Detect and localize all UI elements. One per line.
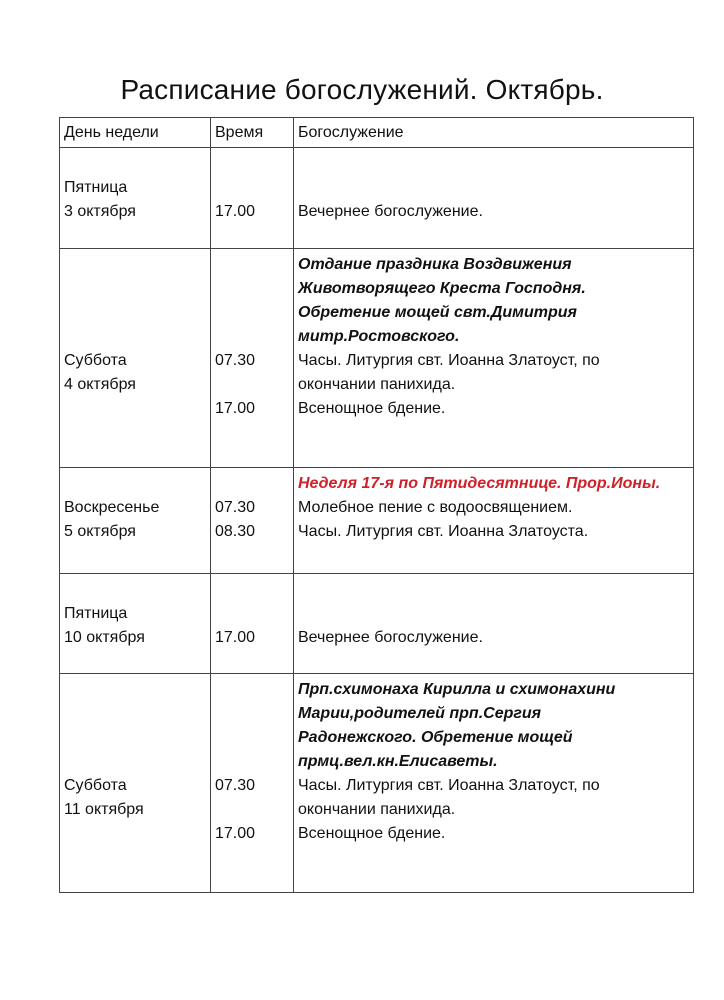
day-cell [60,249,211,468]
service-cell-line: Часы. Литургия свт. Иоанна Златоуст, по [298,352,600,369]
time-cell-line [215,325,289,349]
service-cell-line: Молебное пение с водоосвящением. [298,499,573,516]
time-cell [211,674,294,893]
service-cell-line: окончании панихида. [298,801,456,818]
table-body [60,148,694,893]
table-row [60,674,694,893]
time-cell-line [215,253,289,277]
service-cell-line: Неделя 17-я по Пятидесятнице. Прор.Ионы. [298,475,661,492]
service-cell [294,468,694,574]
day-cell [60,468,211,574]
day-cell-line [64,472,206,496]
table-row [60,148,694,249]
day-cell-line [64,277,206,301]
time-cell-line: 08.30 [215,523,256,540]
time-cell-line [215,678,289,702]
table-row [60,468,694,574]
time-cell-line [215,798,289,822]
service-cell-line: Марии,родителей прп.Сергия [298,705,542,722]
time-cell-line [215,152,289,176]
service-cell-line: Отдание праздника Воздвижения [298,256,572,273]
service-cell-line [298,176,689,200]
service-cell-line: окончании панихида. [298,376,456,393]
day-cell-line [64,750,206,774]
time-cell-line [215,472,289,496]
service-cell [294,674,694,893]
service-cell [294,574,694,674]
day-cell-line: Суббота [64,777,127,794]
day-cell-line [64,253,206,277]
service-cell-line: Радонежского. Обретение мощей [298,729,573,746]
time-cell-line [215,373,289,397]
day-cell-line: Суббота [64,352,127,369]
day-cell-line: Пятница [64,179,128,196]
day-cell-line [64,702,206,726]
service-cell-line: Животворящего Креста Господня. [298,280,586,297]
service-cell-line: Всенощное бдение. [298,400,446,417]
table-header-row [60,118,694,148]
service-cell-line: Часы. Литургия свт. Иоанна Златоуст, по [298,777,600,794]
service-cell [294,249,694,468]
service-cell-line [298,578,689,602]
time-cell [211,468,294,574]
page-title: Расписание богослужений. Октябрь. [120,74,604,105]
header-day: День недели [60,118,211,148]
time-cell-line: 17.00 [215,203,256,220]
day-cell-line: Воскресенье [64,499,160,516]
time-cell-line [215,277,289,301]
service-cell-line: прмц.вел.кн.Елисаветы. [298,753,498,770]
day-cell [60,674,211,893]
day-cell-line [64,726,206,750]
header-time: Время [211,118,294,148]
service-cell-line: Обретение мощей свт.Димитрия [298,304,577,321]
time-cell-line: 17.00 [215,400,256,417]
day-cell-line: Пятница [64,605,128,622]
day-cell-line [64,325,206,349]
time-cell-line: 17.00 [215,825,256,842]
day-cell [60,148,211,249]
time-cell-line [215,702,289,726]
table-row [60,574,694,674]
time-cell-line: 17.00 [215,629,256,646]
day-cell-line [64,152,206,176]
time-cell-line [215,750,289,774]
time-cell-line: 07.30 [215,352,256,369]
time-cell [211,574,294,674]
time-cell [211,148,294,249]
day-cell [60,574,211,674]
service-cell-line: Часы. Литургия свт. Иоанна Златоуста. [298,523,589,540]
table-row [60,249,694,468]
day-cell-line: 4 октября [64,376,136,393]
day-cell-line: 11 октября [64,801,144,818]
schedule-table [59,117,694,893]
service-cell-line: Вечернее богослужение. [298,203,483,220]
time-cell-line [215,602,289,626]
day-cell-line [64,301,206,325]
service-cell-line: Вечернее богослужение. [298,629,483,646]
header-service: Богослужение [294,118,694,148]
day-cell-line [64,578,206,602]
time-cell-line: 07.30 [215,499,256,516]
time-cell [211,249,294,468]
day-cell-line: 5 октября [64,523,136,540]
time-cell-line [215,578,289,602]
service-cell-line [298,152,689,176]
time-cell-line: 07.30 [215,777,256,794]
service-cell-line: Прп.схимонаха Кирилла и схимонахини [298,681,616,698]
day-cell-line: 3 октября [64,203,136,220]
time-cell-line [215,176,289,200]
service-cell-line [298,602,689,626]
day-cell-line [64,678,206,702]
time-cell-line [215,301,289,325]
service-cell-line: митр.Ростовского. [298,328,460,345]
day-cell-line: 10 октября [64,629,145,646]
service-cell [294,148,694,249]
time-cell-line [215,726,289,750]
service-cell-line: Всенощное бдение. [298,825,446,842]
